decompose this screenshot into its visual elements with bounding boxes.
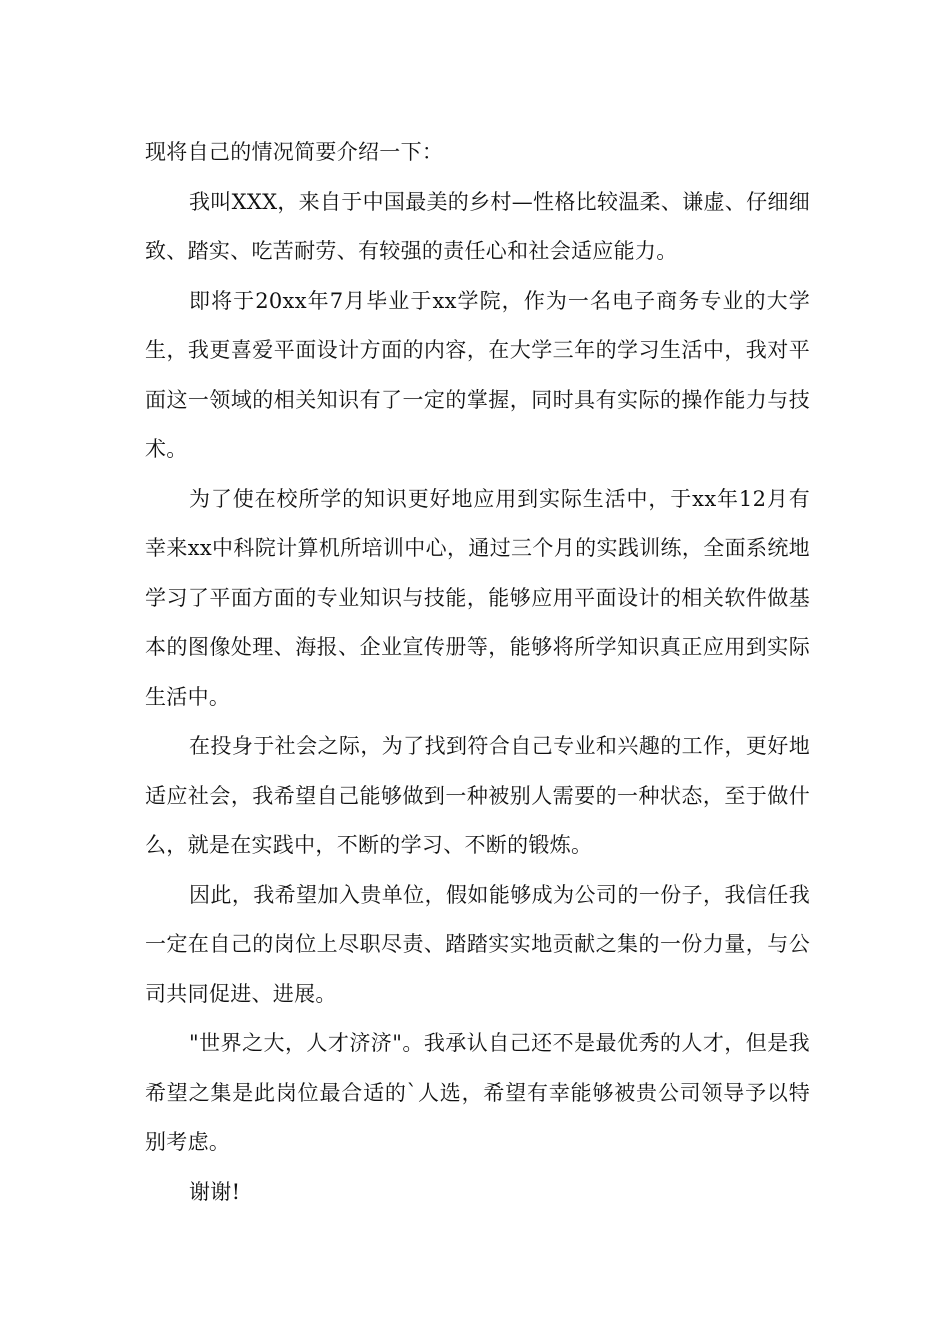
paragraph-training: 为了使在校所学的知识更好地应用到实际生活中，于xx年12月有幸来xx中科院计算机所培训中心，通过三个月的实践训练，全面系统地学习了平面方面的专业知识与技能，能够应用平面设计的相关软件做基本的图像处理、海报、企业宣传册等，能够将所学知识真正应用到实际生活中。 xyxy=(145,486,810,709)
paragraph-thanks: 谢谢! xyxy=(189,1179,241,1204)
paragraph-intro: 现将自己的情况简要介绍一下： xyxy=(145,140,444,164)
paragraph-education: 即将于20xx年7月毕业于xx学院，作为一名电子商务专业的大学生，我更喜爱平面设计方面的内容，在大学三年的学习生活中，我对平面这一领域的相关知识有了一定的掌握，同时具有实际的操作能力与技术。 xyxy=(145,288,810,461)
letter-body xyxy=(145,128,810,1217)
paragraph-self-introduction: 我叫XXX，来自于中国最美的乡村—性格比较温柔、谦虚、仔细细致、踏实、吃苦耐劳、有较强的责任心和社会适应能力。 xyxy=(145,189,810,263)
paragraph-application: 因此，我希望加入贵单位，假如能够成为公司的一份子，我信任我一定在自己的岗位上尽职尽责、踏踏实实地贡献之集的一份力量，与公司共同促进、进展。 xyxy=(145,882,810,1006)
paragraph-career-goal: 在投身于社会之际，为了找到符合自己专业和兴趣的工作，更好地适应社会，我希望自己能够做到一种被别人需要的一种状态，至于做什么，就是在实践中，不断的学习、不断的锻炼。 xyxy=(145,734,810,857)
paragraph-closing-request: "世界之大，人才济济"。我承认自己还不是最优秀的人才，但是我希望之集是此岗位最合适的`人选，希望有幸能够被贵公司领导予以特别考虑。 xyxy=(145,1031,810,1154)
